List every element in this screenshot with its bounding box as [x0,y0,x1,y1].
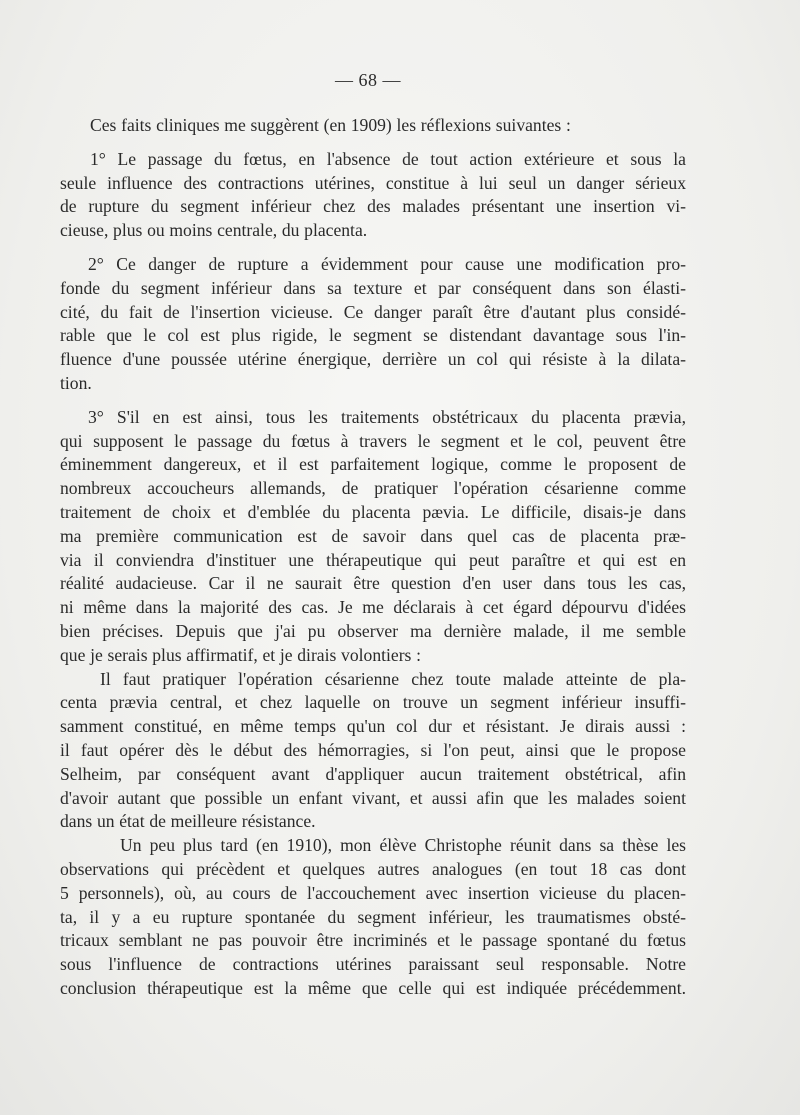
text-line: dans un état de meilleure résistance. [60,811,316,832]
paragraph-point-1 [60,148,686,243]
text-line: observations qui précèdent et quelques autres analogues (en tout 18 cas dont [60,858,686,879]
text-line: tion. [60,372,92,393]
text-line: rable que le col est plus rigide, le segment se distendant davantage sous l'in- [60,325,686,346]
body-text [60,114,686,1001]
text-line: ma première communication est de savoir dans quel cas de placenta præ- [60,525,686,546]
text-line: de rupture du segment inférieur chez des malades présentant une insertion vi- [60,196,686,217]
page-number: — 68 — [335,70,401,90]
text-line: cieuse, plus ou moins centrale, du placenta. [60,220,368,241]
text-line: 3° S'il en est ainsi, tous les traitements obstétricaux du placenta prævia, [88,406,686,427]
text-line: via il conviendra d'instituer une thérapeutique qui peut paraître et qui est en [60,549,686,570]
text-line: éminemment dangereux, et il est parfaitement logique, comme le proposent de [60,454,686,475]
paragraph-intro [60,114,686,138]
text-line: Il faut pratiquer l'opération césarienne chez toute malade atteinte de pla- [100,668,686,689]
text-line: bien précises. Depuis que j'ai pu observer ma dernière malade, il me semble [60,620,686,641]
text-line: réalité audacieuse. Car il ne saurait être question d'en user dans tous les cas, [60,573,686,594]
text-line: fonde du segment inférieur dans sa texture et par conséquent dans son élasti- [60,277,686,298]
text-line: ni même dans la majorité des cas. Je me déclarais à cet égard dépourvu d'idées [60,597,686,618]
text-line: Ces faits cliniques me suggèrent (en 1909) les réflexions suivantes : [90,115,571,135]
text-line: conclusion thérapeutique est la même que celle qui est indiquée précédemment. [60,977,686,998]
text-line: cité, du fait de l'insertion vicieuse. Ce danger paraît être d'autant plus considé- [60,301,686,322]
paragraph-christophe [60,834,686,1001]
text-line: tricaux semblant ne pas pouvoir être incriminés et le passage spontané du fœtus [60,930,686,951]
text-line: traitement de choix et d'emblée du placenta pævia. Le difficile, disais-je dans [60,501,686,522]
text-line: que je serais plus affirmatif, et je dirais volontiers : [60,644,421,665]
text-line: sous l'influence de contractions utérines paraissant seul responsable. Notre [60,954,686,975]
text-line: ta, il y a eu rupture spontanée du segment inférieur, les traumatismes obsté- [60,906,686,927]
text-line: nombreux accoucheurs allemands, de pratiquer l'opération césarienne comme [60,478,686,499]
text-line: seule influence des contractions utérines, constitue à lui seul un danger sérieux [60,172,686,193]
text-line: fluence d'une poussée utérine énergique, derrière un col qui résiste à la dilata- [60,349,686,370]
text-line: samment constitué, en même temps qu'un col dur et résistant. Je dirais aussi : [60,716,686,737]
paragraph-conclusion [60,668,686,835]
text-line: Selheim, par conséquent avant d'appliquer aucun traitement obstétrical, afin [60,763,686,784]
text-line: 1° Le passage du fœtus, en l'absence de tout action extérieure et sous la [90,148,686,169]
text-line: centa prævia central, et chez laquelle on trouve un segment inférieur insuffi- [60,692,686,713]
text-line: 2° Ce danger de rupture a évidemment pour cause une modification pro- [88,253,686,274]
paragraph-point-2 [60,253,686,396]
text-line: qui supposent le passage du fœtus à travers le segment et le col, peuvent être [60,430,686,451]
text-line: 5 personnels), où, au cours de l'accouchement avec insertion vicieuse du placen- [60,882,686,903]
text-line: il faut opérer dès le début des hémorragies, si l'on peut, ainsi que le propose [60,739,686,760]
text-line: Un peu plus tard (en 1910), mon élève Christophe réunit dans sa thèse les [120,835,686,856]
paragraph-point-3 [60,406,686,668]
text-line: d'avoir autant que possible un enfant vivant, et aussi afin que les malades soient [60,787,686,808]
